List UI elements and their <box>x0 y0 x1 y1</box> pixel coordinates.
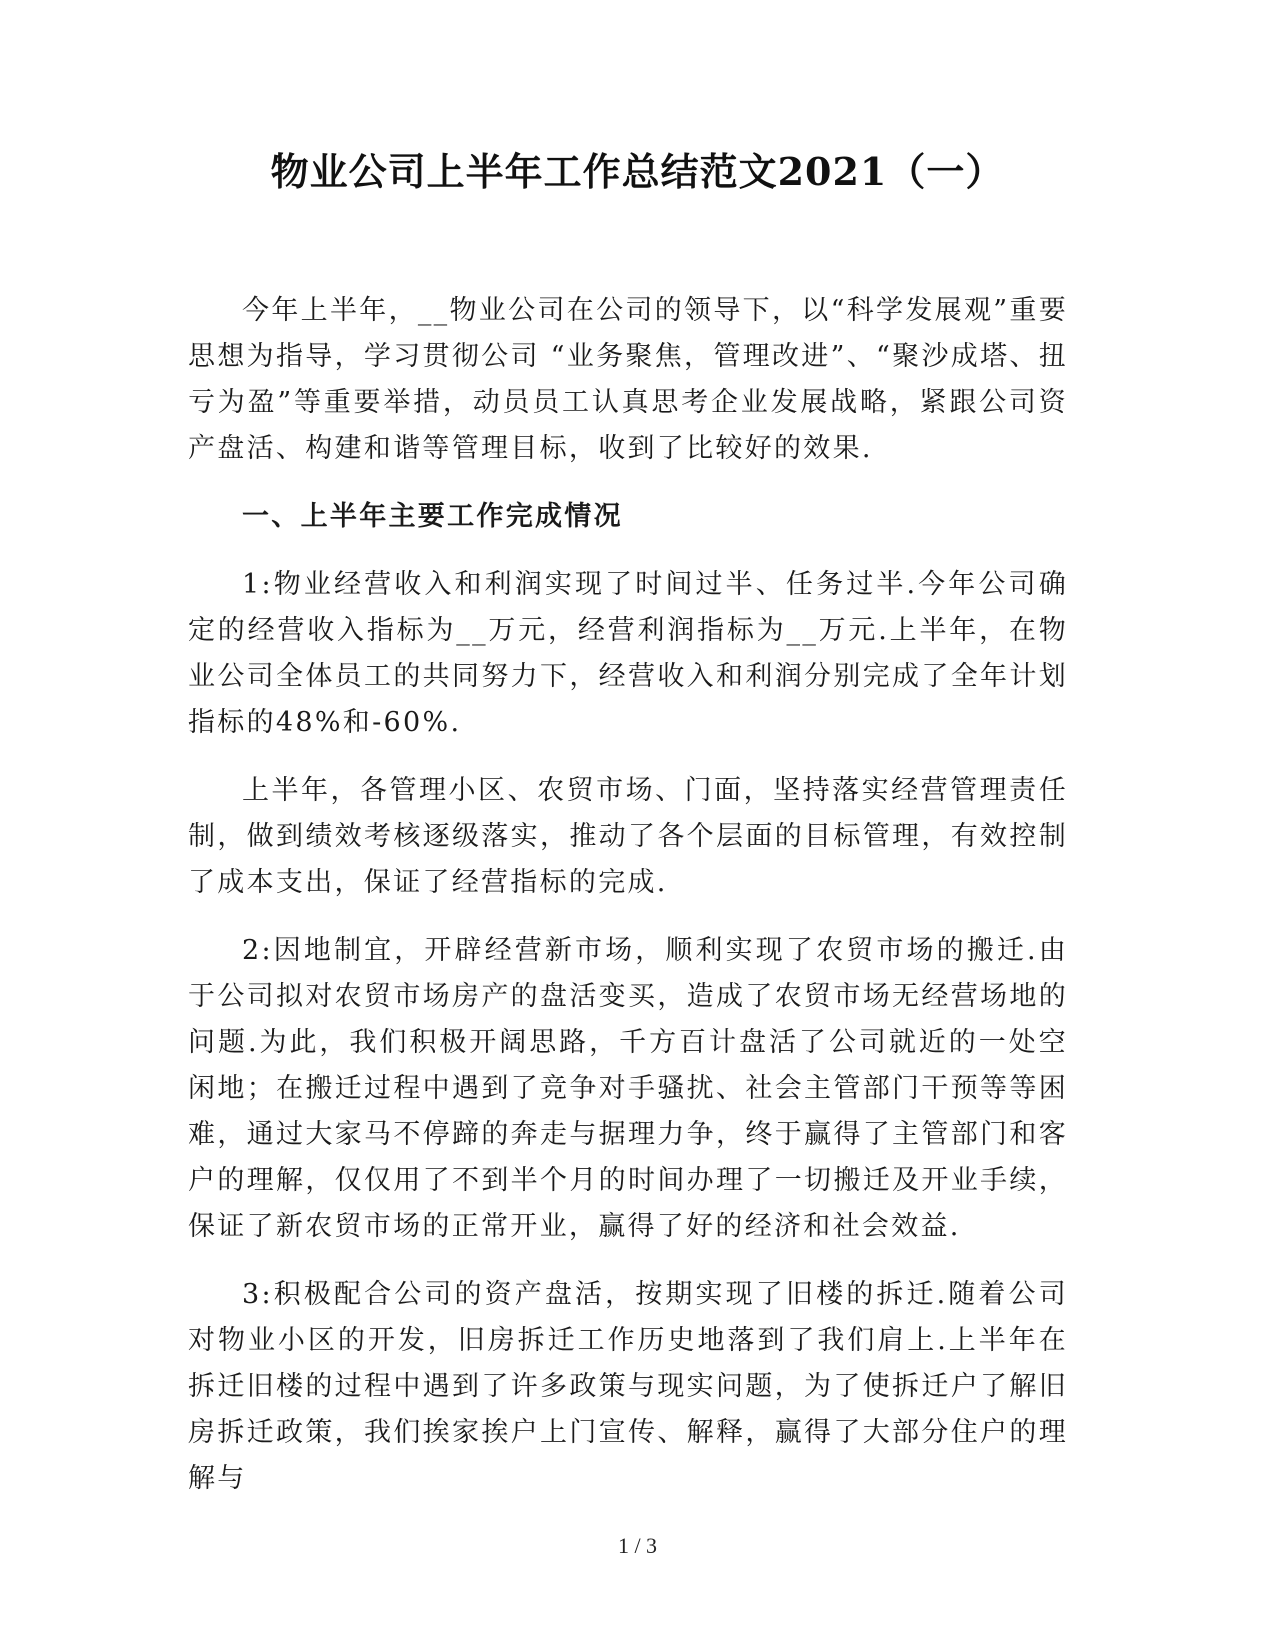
document-body <box>188 288 1068 1502</box>
section-heading: 一、上半年主要工作完成情况 <box>242 501 623 532</box>
intro-paragraph: 今年上半年，__物业公司在公司的领导下，以“科学发展观”重要思想为指导，学习贯彻公司 “业务聚焦，管理改进”、“聚沙成塔、扭亏为盈”等重要举措，动员员工认真思考企业发展战略，紧跟公司资产盘活、构建和谐等管理目标，收到了比较好的效果. <box>188 295 1068 464</box>
item-1-paragraph: 1:物业经营收入和利润实现了时间过半、任务过半.今年公司确定的经营收入指标为__万元，经营利润指标为__万元.上半年，在物业公司全体员工的共同努力下，经营收入和利润分别完成了全年计划指标的48%和-60%. <box>188 569 1068 738</box>
document-title: 物业公司上半年工作总结范文2021（一） <box>270 149 1005 194</box>
item-3-paragraph: 3:积极配合公司的资产盘活，按期实现了旧楼的拆迁.随着公司对物业小区的开发，旧房拆迁工作历史地落到了我们肩上.上半年在拆迁旧楼的过程中遇到了许多政策与现实问题，为了使拆迁户了解旧房拆迁政策，我们挨家挨户上门宣传、解释，赢得了大部分住户的理解与 <box>188 1279 1068 1494</box>
item-1-followup-paragraph: 上半年，各管理小区、农贸市场、门面，坚持落实经营管理责任制，做到绩效考核逐级落实，推动了各个层面的目标管理，有效控制了成本支出，保证了经营指标的完成. <box>188 775 1068 898</box>
page-number: 1 / 3 <box>617 1533 658 1558</box>
item-2-paragraph: 2:因地制宜，开辟经营新市场，顺利实现了农贸市场的搬迁.由于公司拟对农贸市场房产的盘活变买，造成了农贸市场无经营场地的问题.为此，我们积极开阔思路，千方百计盘活了公司就近的一处空闲地；在搬迁过程中遇到了竞争对手骚扰、社会主管部门干预等等困难，通过大家马不停蹄的奔走与据理力争，终于赢得了主管部门和客户的理解，仅仅用了不到半个月的时间办理了一切搬迁及开业手续，保证了新农贸市场的正常开业，赢得了好的经济和社会效益. <box>188 935 1068 1242</box>
